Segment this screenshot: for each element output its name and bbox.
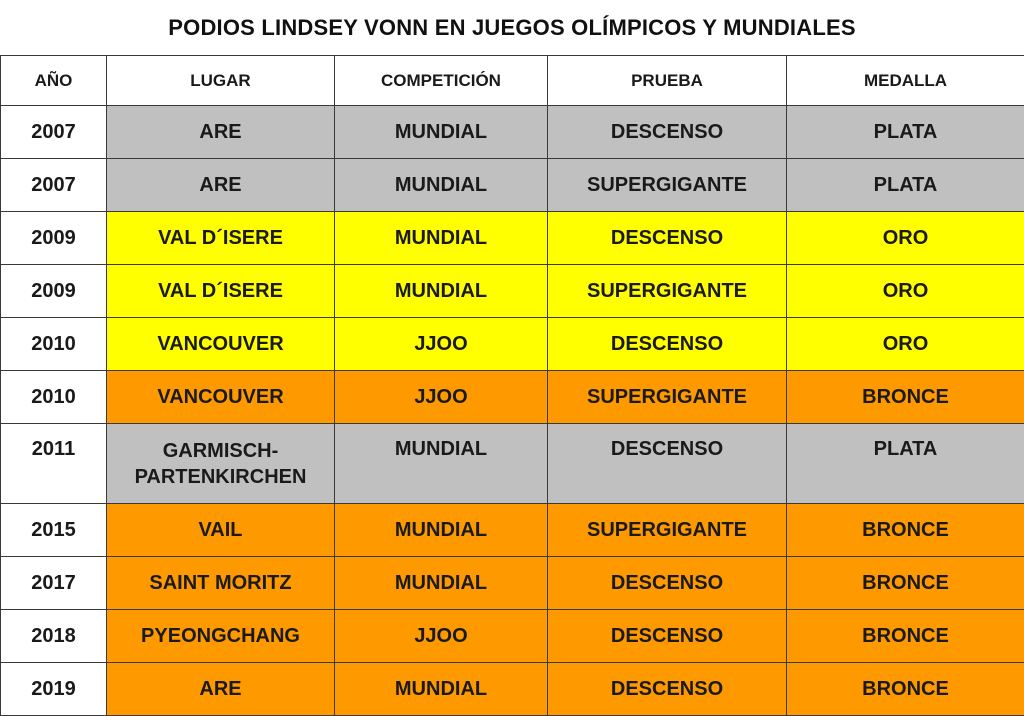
place-cell: ARE xyxy=(107,159,335,212)
medal-cell: BRONCE xyxy=(787,610,1024,663)
event-cell: DESCENSO xyxy=(548,212,787,265)
podiums-table xyxy=(0,55,1024,716)
table-row xyxy=(1,610,1024,663)
place-cell: VANCOUVER xyxy=(107,318,335,371)
table-row xyxy=(1,663,1024,716)
year-cell: 2007 xyxy=(1,159,107,212)
competition-cell: MUNDIAL xyxy=(335,663,548,716)
year-cell: 2009 xyxy=(1,265,107,318)
medal-cell: BRONCE xyxy=(787,663,1024,716)
year-cell: 2018 xyxy=(1,610,107,663)
competition-cell: MUNDIAL xyxy=(335,159,548,212)
medal-cell: ORO xyxy=(787,265,1024,318)
table-row xyxy=(1,318,1024,371)
table-row xyxy=(1,424,1024,504)
table-row xyxy=(1,106,1024,159)
competition-cell: MUNDIAL xyxy=(335,424,548,504)
medal-cell: PLATA xyxy=(787,159,1024,212)
place-cell: VAIL xyxy=(107,504,335,557)
year-cell: 2010 xyxy=(1,371,107,424)
competition-cell: MUNDIAL xyxy=(335,212,548,265)
medal-cell: BRONCE xyxy=(787,504,1024,557)
medal-cell: BRONCE xyxy=(787,371,1024,424)
year-cell: 2019 xyxy=(1,663,107,716)
table-row xyxy=(1,265,1024,318)
place-cell: ARE xyxy=(107,663,335,716)
header-event: PRUEBA xyxy=(548,56,787,106)
table-row xyxy=(1,212,1024,265)
competition-cell: MUNDIAL xyxy=(335,557,548,610)
event-cell: DESCENSO xyxy=(548,106,787,159)
medal-cell: PLATA xyxy=(787,106,1024,159)
event-cell: DESCENSO xyxy=(548,663,787,716)
place-cell xyxy=(107,424,335,504)
competition-cell: JJOO xyxy=(335,610,548,663)
event-cell: DESCENSO xyxy=(548,318,787,371)
year-cell: 2009 xyxy=(1,212,107,265)
competition-cell: JJOO xyxy=(335,371,548,424)
competition-cell: MUNDIAL xyxy=(335,106,548,159)
event-cell: DESCENSO xyxy=(548,610,787,663)
event-cell: SUPERGIGANTE xyxy=(548,265,787,318)
header-competition: COMPETICIÓN xyxy=(335,56,548,106)
place-cell: VANCOUVER xyxy=(107,371,335,424)
place-cell: SAINT MORITZ xyxy=(107,557,335,610)
year-cell: 2011 xyxy=(1,424,107,504)
medal-cell: ORO xyxy=(787,212,1024,265)
page-title: PODIOS LINDSEY VONN EN JUEGOS OLÍMPICOS Y MUNDIALES xyxy=(0,0,1024,55)
event-cell: SUPERGIGANTE xyxy=(548,159,787,212)
competition-cell: JJOO xyxy=(335,318,548,371)
event-cell: DESCENSO xyxy=(548,424,787,504)
place-cell: PYEONGCHANG xyxy=(107,610,335,663)
medal-cell: BRONCE xyxy=(787,557,1024,610)
table-row xyxy=(1,557,1024,610)
place-line-1: GARMISCH- xyxy=(113,438,328,464)
event-cell: DESCENSO xyxy=(548,557,787,610)
table-row xyxy=(1,504,1024,557)
event-cell: SUPERGIGANTE xyxy=(548,504,787,557)
place-cell: VAL D´ISERE xyxy=(107,265,335,318)
medal-cell: PLATA xyxy=(787,424,1024,504)
competition-cell: MUNDIAL xyxy=(335,504,548,557)
medal-cell: ORO xyxy=(787,318,1024,371)
event-cell: SUPERGIGANTE xyxy=(548,371,787,424)
table-row xyxy=(1,159,1024,212)
place-cell: VAL D´ISERE xyxy=(107,212,335,265)
place-line-2: PARTENKIRCHEN xyxy=(113,464,328,490)
competition-cell: MUNDIAL xyxy=(335,265,548,318)
place-cell: ARE xyxy=(107,106,335,159)
year-cell: 2010 xyxy=(1,318,107,371)
table-header-row xyxy=(1,56,1024,106)
year-cell: 2007 xyxy=(1,106,107,159)
table-row xyxy=(1,371,1024,424)
header-medal: MEDALLA xyxy=(787,56,1024,106)
year-cell: 2015 xyxy=(1,504,107,557)
header-year: AÑO xyxy=(1,56,107,106)
header-place: LUGAR xyxy=(107,56,335,106)
year-cell: 2017 xyxy=(1,557,107,610)
